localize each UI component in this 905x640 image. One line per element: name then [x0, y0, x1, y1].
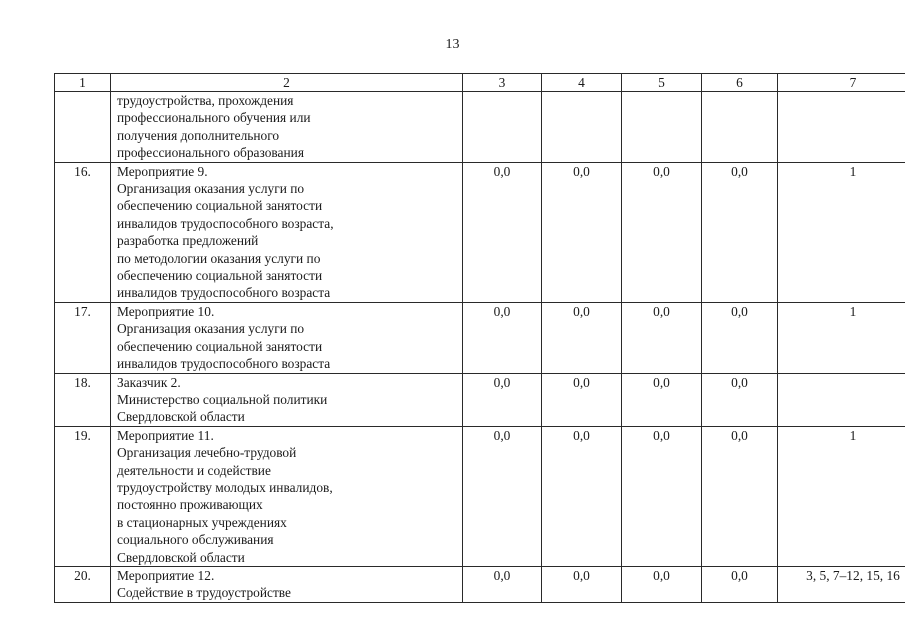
description-line: Мероприятие 12.: [117, 567, 215, 583]
row-number: 18.: [55, 373, 111, 426]
row-number: [55, 92, 111, 163]
description-line: трудоустройству молодых инвалидов,: [117, 479, 333, 495]
cell-col-7: [778, 373, 905, 426]
cell-col-7: 1: [778, 162, 905, 302]
row-description: [111, 373, 463, 426]
description-line: в стационарных учреждениях: [117, 514, 287, 530]
description-line: Содействие в трудоустройстве: [117, 585, 291, 601]
row-number: 17.: [55, 302, 111, 373]
row-number: 19.: [55, 426, 111, 566]
cell-col-4: 0,0: [542, 373, 622, 426]
description-line: профессионального образования: [117, 145, 304, 161]
description-line: инвалидов трудоспособного возраста,: [117, 215, 334, 231]
cell-col-6: 0,0: [702, 373, 778, 426]
cell-col-5: 0,0: [622, 302, 702, 373]
table-row: [55, 566, 905, 602]
cell-col-7: [778, 92, 905, 163]
cell-col-3: 0,0: [463, 426, 542, 566]
cell-col-6: 0,0: [702, 302, 778, 373]
row-description: [111, 426, 463, 566]
cell-col-4: 0,0: [542, 302, 622, 373]
column-header-5: 5: [622, 74, 702, 92]
description-line: трудоустройства, прохождения: [117, 93, 294, 108]
column-header-1: 1: [55, 74, 111, 92]
description-line: Мероприятие 10.: [117, 303, 215, 319]
cell-col-6: 0,0: [702, 162, 778, 302]
table-row: [55, 373, 905, 426]
description-line: Свердловской области: [117, 549, 245, 565]
cell-col-3: 0,0: [463, 302, 542, 373]
row-number: 16.: [55, 162, 111, 302]
cell-col-5: 0,0: [622, 566, 702, 602]
cell-col-7: 3, 5, 7–12, 15, 16: [778, 566, 905, 602]
cell-col-4: 0,0: [542, 426, 622, 566]
description-line: инвалидов трудоспособного возраста: [117, 285, 331, 301]
column-header-6: 6: [702, 74, 778, 92]
description-line: по методологии оказания услуги по: [117, 250, 321, 266]
program-table: [54, 73, 905, 603]
cell-col-3: [463, 92, 542, 163]
cell-col-3: 0,0: [463, 566, 542, 602]
row-description: [111, 566, 463, 602]
table-header-row: [55, 74, 905, 92]
cell-col-7: 1: [778, 426, 905, 566]
description-line: Свердловской области: [117, 409, 245, 425]
row-description: [111, 302, 463, 373]
description-line: обеспечению социальной занятости: [117, 338, 323, 354]
column-header-7: 7: [778, 74, 905, 92]
description-line: Мероприятие 11.: [117, 427, 214, 443]
cell-col-5: 0,0: [622, 373, 702, 426]
description-line: обеспечению социальной занятости: [117, 268, 323, 284]
description-line: деятельности и содействие: [117, 462, 271, 478]
description-line: Мероприятие 9.: [117, 163, 208, 179]
row-description: [111, 162, 463, 302]
cell-col-4: 0,0: [542, 162, 622, 302]
cell-col-6: 0,0: [702, 566, 778, 602]
cell-col-5: 0,0: [622, 426, 702, 566]
cell-col-5: [622, 92, 702, 163]
row-description: [111, 92, 463, 163]
table-row: [55, 92, 905, 163]
table-row: [55, 426, 905, 566]
page-number: 13: [445, 37, 460, 52]
cell-col-4: [542, 92, 622, 163]
cell-col-5: 0,0: [622, 162, 702, 302]
column-header-2: 2: [111, 74, 463, 92]
description-line: Министерство социальной политики: [117, 391, 328, 407]
description-line: обеспечению социальной занятости: [117, 198, 323, 214]
cell-col-3: 0,0: [463, 373, 542, 426]
cell-col-6: [702, 92, 778, 163]
table-row: [55, 162, 905, 302]
description-line: профессионального обучения или: [117, 110, 311, 126]
description-line: постоянно проживающих: [117, 497, 263, 513]
description-line: Организация оказания услуги по: [117, 321, 305, 337]
column-header-4: 4: [542, 74, 622, 92]
description-line: социального обслуживания: [117, 532, 274, 548]
description-line: Организация лечебно-трудовой: [117, 445, 297, 461]
row-number: 20.: [55, 566, 111, 602]
column-header-3: 3: [463, 74, 542, 92]
description-line: инвалидов трудоспособного возраста: [117, 356, 331, 372]
table-row: [55, 302, 905, 373]
description-line: Заказчик 2.: [117, 374, 181, 390]
cell-col-6: 0,0: [702, 426, 778, 566]
cell-col-7: 1: [778, 302, 905, 373]
description-line: разработка предложений: [117, 233, 259, 249]
description-line: Организация оказания услуги по: [117, 181, 305, 197]
cell-col-3: 0,0: [463, 162, 542, 302]
cell-col-4: 0,0: [542, 566, 622, 602]
description-line: получения дополнительного: [117, 127, 280, 143]
